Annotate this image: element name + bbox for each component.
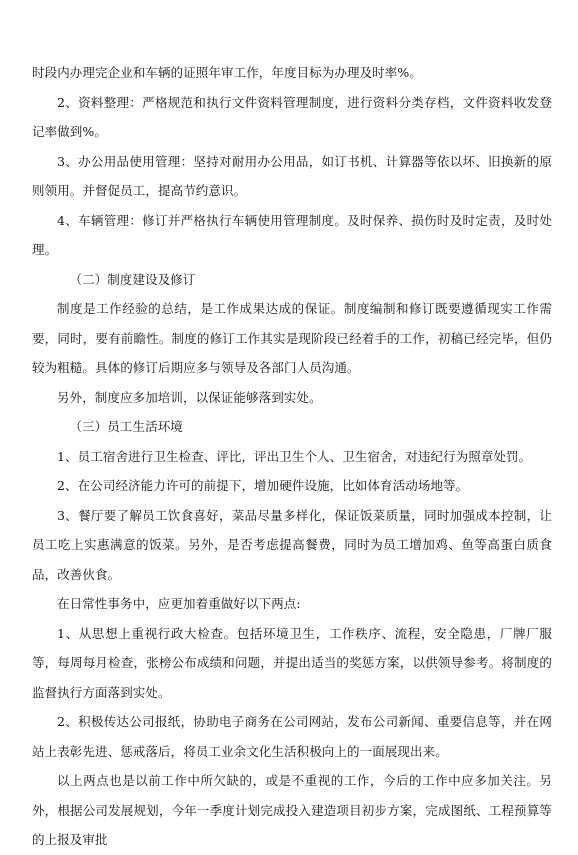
paragraph-dormitory-inspection: 1、员工宿舍进行卫生检查、评比，评出卫生个人、卫生宿舍，对违纪行为照章处罚。 (57, 448, 532, 464)
paragraph-canteen: 3、餐厅要了解员工饮食喜好，菜品尽量多样化，保证饭菜质量，同时加强成本控制，让员工吃上实惠满意的饭菜。另外，是否考虑提高餐费，同时为员工增加鸡、鱼等高蛋白质食品，改善伙食。 (32, 507, 552, 582)
section-heading-living-environment: （三）员工生活环境 (69, 419, 183, 434)
paragraph-system-training: 另外，制度应多加培训，以保证能够落到实处。 (57, 389, 322, 405)
paragraph-vehicle-management: 4、车辆管理：修订并严格执行车辆使用管理制度。及时保养、损伤时及时定责，及时处理。 (32, 212, 552, 257)
paragraph-license-review: 时段内办理完企业和车辆的证照年审工作，年度目标为办理及时率%。 (32, 65, 422, 80)
paragraph-system-summary: 制度是工作经验的总结，是工作成果达成的保证。制度编制和修订既要遵循现实工作需要，同时，要有前瞻性。制度的修订工作其实是现阶段已经着手的工作，初稿已经完毕，但仍较为粗糙。具体的修订后期应多与领导及各部门人员沟通。 (32, 301, 552, 375)
paragraph-office-supplies: 3、办公用品使用管理：坚持对耐用办公用品，如订书机、计算器等依以坏、旧换新的原则领用。并督促员工，提高节约意识。 (32, 153, 552, 198)
paragraph-daily-affairs-intro: 在日常性事务中，应更加着重做好以下两点: (57, 596, 301, 611)
paragraph-conclusion: 以上两点也是以前工作中所欠缺的，或是不重视的工作，今后的工作中应多加关注。另外，根据公司发展规划，今年一季度计划完成投入建造项目初步方案，完成图纸、工程预算等的上报及审批 (32, 773, 552, 847)
paragraph-hardware-facilities: 2、在公司经济能力许可的前提下，增加硬件设施，比如体育活动场地等。 (57, 478, 469, 493)
paragraph-document-management: 2、资料整理：严格规范和执行文件资料管理制度，进行资料分类存档，文件资料收发登记率做到%。 (32, 94, 552, 139)
paragraph-administrative-inspection: 1、从思想上重视行政大检查。包括环境卫生，工作秩序、流程，安全隐患，厂牌厂服等，每周每月检查，张榜公布成绩和问题，并提出适当的奖惩方案，以供领导参考。将制度的监督执行方面落到实处。 (32, 625, 552, 700)
section-heading-system-building: （二）制度建设及修订 (69, 271, 196, 287)
paragraph-company-news: 2、积极传达公司报纸，协助电子商务在公司网站，发布公司新闻、重要信息等，并在网站上表彰先进、惩戒落后，将员工业余文化生活积极向上的一面展现出来。 (32, 714, 552, 759)
